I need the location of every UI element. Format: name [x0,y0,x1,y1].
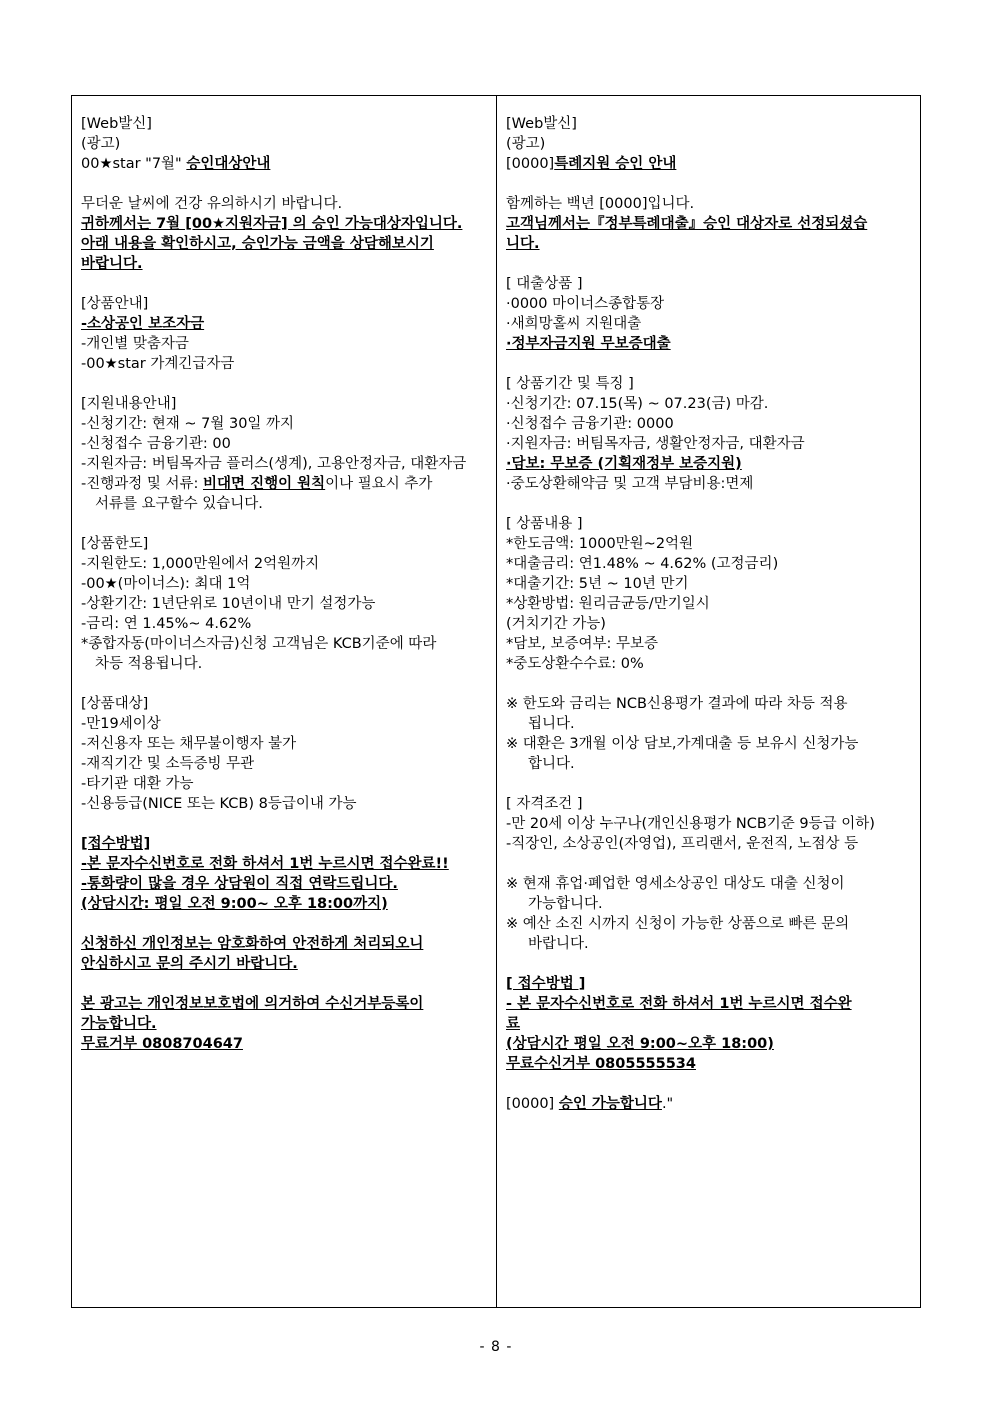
loan-item: ·0000 마이너스종합통장 [506,296,665,312]
target-item: -타기관 대환 가능 [81,776,194,792]
section-heading-limit: [상품한도] [81,536,149,552]
notice-line: 니다. [506,236,540,252]
note-item-continued: 됩니다. [528,716,575,732]
limit-item: -금리: 연 1.45%~ 4.62% [81,616,252,632]
support-item: -지원자금: 버팀목자금 플러스(생계), 고용안정자금, 대환자금 [81,456,467,472]
apply-hours: (상담시간 평일 오전 9:00~오후 18:00) [506,1036,774,1052]
limit-item: -지원한도: 1,000만원에서 2억원까지 [81,556,320,572]
loan-item: ·새희망홀씨 지원대출 [506,316,642,332]
section-heading-content: [ 상품내용 ] [506,516,583,532]
period-item: ·중도상환해약금 및 고객 부담비용:면제 [506,476,754,492]
support-emphasis: 비대면 진행이 원칙 [203,476,326,492]
apply-hours: (상담시간: 평일 오전 9:00~ 오후 18:00까지) [81,896,388,912]
product-item: -00★star 가계긴급자금 [81,356,235,372]
title-emphasis: 승인대상안내 [186,156,271,172]
right-message-column [497,96,920,1307]
content-item: (거치기간 가능) [506,616,606,632]
content-item: *한도금액: 1000만원~2억원 [506,536,694,552]
content-item: *상환방법: 원리금균등/만기일시 [506,596,710,612]
web-sender-tag: [Web발신] [81,116,152,132]
product-item: -개인별 맞춤자금 [81,336,189,352]
section-heading-loan: [ 대출상품 ] [506,276,583,292]
opt-out-number: 무료거부 0808704647 [81,1036,243,1052]
note-item: ※ 대환은 3개월 이상 담보,가계대출 등 보유시 신청가능 [506,736,859,752]
support-item-continued: 서류를 요구할수 있습니다. [95,496,263,512]
ad-tag: (광고) [81,136,121,152]
apply-item: -통화량이 많을 경우 상담원이 직접 연락드립니다. [81,876,398,892]
support-text: -진행과정 및 서류: [81,476,203,492]
note-item-continued: 바랍니다. [528,936,589,952]
message-title [81,154,488,174]
title-emphasis: 특례지원 승인 안내 [554,156,677,172]
closing-emphasis: 승인 가능합니다 [558,1096,662,1112]
section-heading-qualification: [ 자격조건 ] [506,796,583,812]
period-item: ·담보: 무보증 (기획재정부 보증지원) [506,456,742,472]
note-item-continued: 합니다. [528,756,575,772]
left-message-column [72,96,497,1307]
apply-item: 료 [506,1016,521,1032]
qualification-item: -만 20세 이상 누구나(개인신용평가 NCB기준 9등급 이하) [506,816,875,832]
notice-line: 아래 내용을 확인하시고, 승인가능 금액을 상담해보시기 [81,236,434,252]
section-heading-period: [ 상품기간 및 특징 ] [506,376,634,392]
closing-prefix: [0000] [506,1096,559,1112]
closing-suffix: ." [661,1096,674,1112]
note-item-continued: 가능합니다. [528,896,603,912]
message-comparison-table [71,95,921,1308]
section-heading-target: [상품대상] [81,696,149,712]
opt-out-number: 무료수신거부 0805555534 [506,1056,696,1072]
target-item: -만19세이상 [81,716,161,732]
product-item: -소상공인 보조자금 [81,316,205,332]
limit-item: *종합자동(마이너스자금)신청 고객님은 KCB기준에 따라 [81,636,437,652]
content-item: *중도상환수수료: 0% [506,656,644,672]
privacy-notice: 신청하신 개인정보는 암호화하여 안전하게 처리되오니 [81,936,424,952]
apply-item: - 본 문자수신번호로 전화 하셔서 1번 누르시면 접수완 [506,996,852,1012]
section-heading-product: [상품안내] [81,296,149,312]
notice-line: 바랍니다. [81,256,143,272]
note-item: ※ 한도와 금리는 NCB신용평가 결과에 따라 차등 적용 [506,696,848,712]
support-item [81,474,488,494]
notice-line: 고객님께서는『정부특례대출』승인 대상자로 선정되셨습 [506,216,868,232]
notice-line: 귀하께서는 7월 [00★지원자금] 의 승인 가능대상자입니다. [81,216,463,232]
loan-item: ·정부자금지원 무보증대출 [506,336,671,352]
greeting: 무더운 날씨에 건강 유의하시기 바랍니다. [81,196,343,212]
section-heading-apply: [ 접수방법 ] [506,976,586,992]
limit-item: -상환기간: 1년단위로 10년이내 만기 설정가능 [81,596,376,612]
target-item: -신용등급(NICE 또는 KCB) 8등급이내 가능 [81,796,357,812]
support-item: -신청기간: 현재 ~ 7월 30일 까지 [81,416,295,432]
law-notice: 가능합니다. [81,1016,157,1032]
title-prefix: [0000] [506,156,555,172]
greeting: 함께하는 백년 [0000]입니다. [506,196,695,212]
content-item: *담보, 보증여부: 무보증 [506,636,659,652]
target-item: -저신용자 또는 채무불이행자 불가 [81,736,297,752]
limit-item: -00★(마이너스): 최대 1억 [81,576,251,592]
page-number: - 8 - [479,1339,513,1355]
closing-line [506,1094,912,1114]
web-sender-tag: [Web발신] [506,116,577,132]
support-item: -신청접수 금융기관: 00 [81,436,231,452]
title-prefix: 00★star "7월" [81,156,187,172]
ad-tag: (광고) [506,136,546,152]
privacy-notice: 안심하시고 문의 주시기 바랍니다. [81,956,298,972]
period-item: ·신청기간: 07.15(목) ~ 07.23(금) 마감. [506,396,769,412]
law-notice: 본 광고는 개인정보보호법에 의거하여 수신거부등록이 [81,996,424,1012]
limit-item-continued: 차등 적용됩니다. [95,656,203,672]
note-item: ※ 예산 소진 시까지 신청이 가능한 상품으로 빠른 문의 [506,916,850,932]
content-item: *대출금리: 연1.48% ~ 4.62% (고정금리) [506,556,779,572]
qualification-item: -직장인, 소상공인(자영업), 프리랜서, 운전직, 노점상 등 [506,836,859,852]
section-heading-apply: [접수방법] [81,836,151,852]
message-title [506,154,912,174]
note-item: ※ 현재 휴업·폐업한 영세소상공인 대상도 대출 신청이 [506,876,845,892]
section-heading-support: [지원내용안내] [81,396,177,412]
apply-item: -본 문자수신번호로 전화 하셔서 1번 누르시면 접수완료!! [81,856,449,872]
period-item: ·신청접수 금융기관: 0000 [506,416,674,432]
target-item: -재직기간 및 소득증빙 무관 [81,756,255,772]
period-item: ·지원자금: 버팀목자금, 생활안정자금, 대환자금 [506,436,805,452]
content-item: *대출기간: 5년 ~ 10년 만기 [506,576,689,592]
support-text: 이나 필요시 추가 [325,476,433,492]
